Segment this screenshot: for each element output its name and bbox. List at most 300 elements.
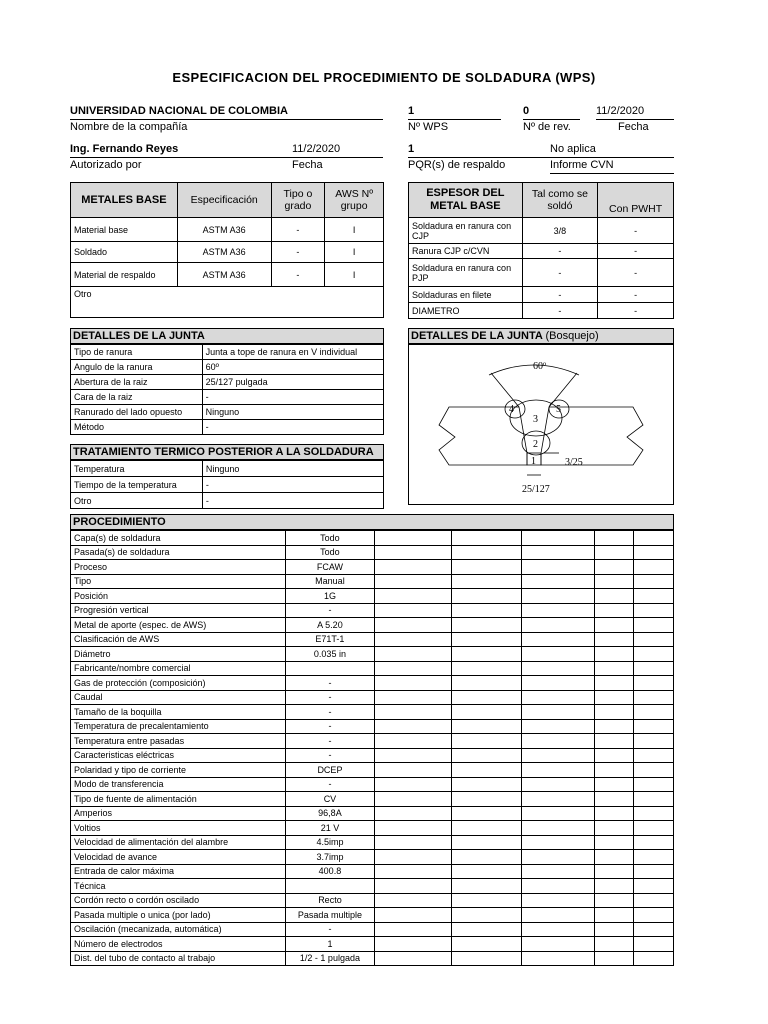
joint-sketch-heading bbox=[408, 328, 674, 344]
procedure-empty-cell bbox=[374, 835, 451, 850]
procedure-empty-cell bbox=[374, 647, 451, 662]
procedure-empty-cell bbox=[595, 676, 634, 691]
procedure-label: Modo de transferencia bbox=[71, 777, 286, 792]
table-row bbox=[71, 531, 674, 546]
procedure-empty-cell bbox=[634, 908, 674, 923]
procedure-empty-cell bbox=[634, 589, 674, 604]
procedure-empty-cell bbox=[634, 632, 674, 647]
table-row bbox=[71, 690, 674, 705]
procedure-empty-cell bbox=[521, 661, 594, 676]
company-underline bbox=[70, 119, 383, 120]
procedure-empty-cell bbox=[595, 632, 634, 647]
procedure-empty-cell bbox=[374, 560, 451, 575]
procedure-empty-cell bbox=[634, 821, 674, 836]
joint-label: Angulo de la ranura bbox=[71, 360, 203, 375]
joint-value: 25/127 pulgada bbox=[202, 375, 383, 390]
procedure-empty-cell bbox=[634, 763, 674, 778]
authorized-by-value: Ing. Fernando Reyes bbox=[70, 143, 179, 155]
procedure-empty-cell bbox=[634, 879, 674, 894]
procedure-empty-cell bbox=[451, 777, 521, 792]
joint-value: - bbox=[202, 420, 383, 435]
thickness-header: ESPESOR DEL METAL BASE bbox=[409, 183, 523, 218]
pqr-label: PQR(s) de respaldo bbox=[408, 159, 506, 171]
pwht-header: Con PWHT bbox=[598, 183, 674, 218]
procedure-label: Polaridad y tipo de corriente bbox=[71, 763, 286, 778]
procedure-empty-cell bbox=[595, 937, 634, 952]
procedure-empty-cell bbox=[634, 618, 674, 633]
procedure-value: A 5.20 bbox=[286, 618, 375, 633]
angle-label: 60º bbox=[533, 361, 547, 372]
procedure-empty-cell bbox=[374, 676, 451, 691]
base-metal-label: Material base bbox=[71, 218, 178, 242]
procedure-value: 96,8A bbox=[286, 806, 375, 821]
table-row bbox=[71, 560, 674, 575]
procedure-label: Gas de protección (composición) bbox=[71, 676, 286, 691]
procedure-empty-cell bbox=[521, 531, 594, 546]
wps-number-label: Nº WPS bbox=[408, 121, 449, 133]
procedure-empty-cell bbox=[521, 835, 594, 850]
procedure-value: 21 V bbox=[286, 821, 375, 836]
table-row bbox=[71, 850, 674, 865]
procedure-empty-cell bbox=[595, 719, 634, 734]
procedure-empty-cell bbox=[634, 560, 674, 575]
procedure-empty-cell bbox=[521, 806, 594, 821]
pqr-value: 1 bbox=[408, 143, 415, 155]
procedure-empty-cell bbox=[374, 792, 451, 807]
date-label: Fecha bbox=[618, 121, 649, 133]
pwht-value: Ninguno bbox=[202, 461, 383, 477]
procedure-empty-cell bbox=[595, 661, 634, 676]
procedure-empty-cell bbox=[451, 879, 521, 894]
table-row bbox=[71, 908, 674, 923]
procedure-label: Velocidad de alimentación del alambre bbox=[71, 835, 286, 850]
procedure-label: Capa(s) de soldadura bbox=[71, 531, 286, 546]
as-welded-header: Tal como se soldó bbox=[522, 183, 598, 218]
pass-1-label: 1 bbox=[531, 456, 536, 467]
procedure-empty-cell bbox=[521, 922, 594, 937]
procedure-empty-cell bbox=[451, 661, 521, 676]
procedure-empty-cell bbox=[634, 647, 674, 662]
procedure-empty-cell bbox=[595, 792, 634, 807]
procedure-label: Posición bbox=[71, 589, 286, 604]
procedure-empty-cell bbox=[634, 864, 674, 879]
procedure-label: Entrada de calor máxima bbox=[71, 864, 286, 879]
thickness-row-label: Ranura CJP c/CVN bbox=[409, 244, 523, 259]
procedure-empty-cell bbox=[634, 835, 674, 850]
pwht-label: Otro bbox=[71, 493, 203, 509]
aws-group-header: AWS Nº grupo bbox=[325, 183, 384, 218]
procedure-empty-cell bbox=[451, 763, 521, 778]
joint-sketch-subtitle: (Bosquejo) bbox=[545, 330, 599, 342]
thickness-table bbox=[408, 182, 674, 319]
procedure-value: Recto bbox=[286, 893, 375, 908]
plate-right bbox=[541, 407, 643, 465]
pass-5-label: 5 bbox=[556, 404, 561, 415]
procedure-label: Pasada multiple o unica (por lado) bbox=[71, 908, 286, 923]
procedure-empty-cell bbox=[374, 574, 451, 589]
procedure-empty-cell bbox=[374, 632, 451, 647]
base-metal-grade: - bbox=[271, 263, 325, 287]
procedure-empty-cell bbox=[521, 603, 594, 618]
base-metal-spec: ASTM A36 bbox=[177, 218, 271, 242]
table-row bbox=[71, 461, 384, 477]
table-row bbox=[409, 218, 674, 244]
pass-2-label: 2 bbox=[533, 439, 538, 450]
table-row bbox=[71, 792, 674, 807]
table-row bbox=[409, 303, 674, 319]
procedure-empty-cell bbox=[451, 937, 521, 952]
table-row bbox=[71, 937, 674, 952]
table-row bbox=[71, 763, 674, 778]
procedure-empty-cell bbox=[595, 545, 634, 560]
base-metals-header: METALES BASE bbox=[71, 183, 178, 218]
bevel-left-line bbox=[491, 373, 519, 407]
joint-value: 60º bbox=[202, 360, 383, 375]
table-row bbox=[71, 360, 384, 375]
joint-value: Junta a tope de ranura en V individual bbox=[202, 345, 383, 360]
procedure-empty-cell bbox=[451, 806, 521, 821]
procedure-empty-cell bbox=[634, 531, 674, 546]
side-dimension-label: 3/25 bbox=[565, 457, 583, 468]
authorized-by-label: Autorizado por bbox=[70, 159, 142, 171]
procedure-empty-cell bbox=[595, 850, 634, 865]
procedure-label: Tipo de fuente de alimentación bbox=[71, 792, 286, 807]
procedure-empty-cell bbox=[451, 618, 521, 633]
authorized-date-value: 11/2/2020 bbox=[292, 143, 341, 155]
procedure-empty-cell bbox=[374, 850, 451, 865]
table-row bbox=[71, 705, 674, 720]
procedure-empty-cell bbox=[521, 734, 594, 749]
pqr-underline bbox=[408, 157, 674, 158]
joint-value: - bbox=[202, 390, 383, 405]
table-row bbox=[71, 661, 674, 676]
joint-label: Cara de la raiz bbox=[71, 390, 203, 405]
procedure-empty-cell bbox=[634, 676, 674, 691]
procedure-value: - bbox=[286, 777, 375, 792]
thickness-pwht: - bbox=[598, 218, 674, 244]
thickness-row-label: Soldadura en ranura con CJP bbox=[409, 218, 523, 244]
thickness-row-label: Soldadura en ranura con PJP bbox=[409, 259, 523, 287]
procedure-label: Caudal bbox=[71, 690, 286, 705]
procedure-empty-cell bbox=[374, 864, 451, 879]
joint-label: Método bbox=[71, 420, 203, 435]
procedure-empty-cell bbox=[374, 618, 451, 633]
procedure-value: Manual bbox=[286, 574, 375, 589]
root-dimension-label: 25/127 bbox=[522, 484, 550, 495]
procedure-table bbox=[70, 530, 674, 966]
procedure-empty-cell bbox=[374, 531, 451, 546]
procedure-empty-cell bbox=[451, 574, 521, 589]
table-row bbox=[71, 777, 674, 792]
procedure-value: DCEP bbox=[286, 763, 375, 778]
procedure-empty-cell bbox=[634, 705, 674, 720]
procedure-empty-cell bbox=[634, 937, 674, 952]
table-row bbox=[71, 589, 674, 604]
thickness-as-welded: - bbox=[522, 259, 598, 287]
procedure-label: Progresión vertical bbox=[71, 603, 286, 618]
procedure-empty-cell bbox=[521, 908, 594, 923]
pwht-table bbox=[70, 460, 384, 509]
procedure-empty-cell bbox=[634, 893, 674, 908]
revision-value: 0 bbox=[523, 105, 530, 117]
table-row bbox=[71, 493, 384, 509]
procedure-empty-cell bbox=[595, 893, 634, 908]
table-row bbox=[71, 287, 384, 318]
table-row bbox=[71, 806, 674, 821]
procedure-empty-cell bbox=[595, 806, 634, 821]
procedure-empty-cell bbox=[374, 763, 451, 778]
base-metal-other-label: Otro bbox=[71, 287, 384, 318]
procedure-value: - bbox=[286, 690, 375, 705]
procedure-empty-cell bbox=[451, 560, 521, 575]
thickness-as-welded: - bbox=[522, 244, 598, 259]
procedure-value: 400.8 bbox=[286, 864, 375, 879]
procedure-empty-cell bbox=[374, 603, 451, 618]
procedure-empty-cell bbox=[521, 647, 594, 662]
procedure-empty-cell bbox=[374, 545, 451, 560]
procedure-empty-cell bbox=[595, 734, 634, 749]
table-row bbox=[71, 647, 674, 662]
table-row bbox=[71, 545, 674, 560]
procedure-value: E71T-1 bbox=[286, 632, 375, 647]
procedure-empty-cell bbox=[634, 734, 674, 749]
procedure-empty-cell bbox=[451, 748, 521, 763]
procedure-empty-cell bbox=[521, 705, 594, 720]
procedure-empty-cell bbox=[374, 705, 451, 720]
company-name-value: UNIVERSIDAD NACIONAL DE COLOMBIA bbox=[70, 105, 288, 117]
procedure-empty-cell bbox=[521, 676, 594, 691]
procedure-empty-cell bbox=[634, 792, 674, 807]
procedure-label: Fabricante/nombre comercial bbox=[71, 661, 286, 676]
procedure-empty-cell bbox=[451, 647, 521, 662]
procedure-empty-cell bbox=[451, 864, 521, 879]
table-row bbox=[71, 242, 384, 263]
procedure-empty-cell bbox=[451, 705, 521, 720]
procedure-empty-cell bbox=[521, 893, 594, 908]
procedure-label: Metal de aporte (espec. de AWS) bbox=[71, 618, 286, 633]
procedure-empty-cell bbox=[374, 719, 451, 734]
wps-number-value: 1 bbox=[408, 105, 415, 117]
procedure-empty-cell bbox=[595, 777, 634, 792]
table-row bbox=[71, 390, 384, 405]
procedure-value: - bbox=[286, 719, 375, 734]
table-row bbox=[409, 244, 674, 259]
procedure-empty-cell bbox=[521, 792, 594, 807]
procedure-empty-cell bbox=[451, 545, 521, 560]
procedure-empty-cell bbox=[521, 589, 594, 604]
base-metal-group: I bbox=[325, 263, 384, 287]
revision-underline bbox=[523, 119, 580, 120]
date-value: 11/2/2020 bbox=[596, 105, 645, 117]
pwht-heading: TRATAMIENTO TERMICO POSTERIOR A LA SOLDADURA bbox=[70, 444, 384, 460]
grade-header: Tipo o grado bbox=[271, 183, 325, 218]
table-row bbox=[71, 879, 674, 894]
specification-header: Especificación bbox=[177, 183, 271, 218]
procedure-empty-cell bbox=[521, 748, 594, 763]
joint-label: Tipo de ranura bbox=[71, 345, 203, 360]
procedure-value: - bbox=[286, 705, 375, 720]
table-row bbox=[409, 287, 674, 303]
procedure-empty-cell bbox=[451, 603, 521, 618]
thickness-as-welded: - bbox=[522, 287, 598, 303]
authorized-date-label: Fecha bbox=[292, 159, 323, 171]
procedure-label: Tipo bbox=[71, 574, 286, 589]
table-row bbox=[71, 420, 384, 435]
plate-left bbox=[439, 407, 527, 465]
procedure-value: CV bbox=[286, 792, 375, 807]
procedure-empty-cell bbox=[595, 864, 634, 879]
joint-sketch-title: DETALLES DE LA JUNTA bbox=[411, 330, 543, 342]
procedure-value: FCAW bbox=[286, 560, 375, 575]
procedure-empty-cell bbox=[451, 531, 521, 546]
procedure-empty-cell bbox=[374, 922, 451, 937]
procedure-empty-cell bbox=[595, 705, 634, 720]
procedure-value: - bbox=[286, 922, 375, 937]
procedure-empty-cell bbox=[521, 632, 594, 647]
procedure-label: Velocidad de avance bbox=[71, 850, 286, 865]
procedure-label: Proceso bbox=[71, 560, 286, 575]
date-underline bbox=[596, 119, 674, 120]
table-row bbox=[71, 734, 674, 749]
table-row bbox=[71, 263, 384, 287]
thickness-row-label: DIAMETRO bbox=[409, 303, 523, 319]
procedure-empty-cell bbox=[595, 951, 634, 966]
procedure-empty-cell bbox=[595, 821, 634, 836]
table-row bbox=[71, 603, 674, 618]
procedure-empty-cell bbox=[521, 763, 594, 778]
procedure-empty-cell bbox=[634, 545, 674, 560]
procedure-empty-cell bbox=[521, 574, 594, 589]
procedure-empty-cell bbox=[634, 661, 674, 676]
procedure-empty-cell bbox=[634, 806, 674, 821]
base-metal-label: Material de respaldo bbox=[71, 263, 178, 287]
pass-3-label: 3 bbox=[533, 414, 538, 425]
procedure-empty-cell bbox=[521, 821, 594, 836]
procedure-label: Tamaño de la boquilla bbox=[71, 705, 286, 720]
procedure-empty-cell bbox=[374, 806, 451, 821]
procedure-value: 1/2 - 1 pulgada bbox=[286, 951, 375, 966]
table-row bbox=[71, 632, 674, 647]
procedure-empty-cell bbox=[374, 893, 451, 908]
procedure-value: Todo bbox=[286, 531, 375, 546]
joint-details-heading: DETALLES DE LA JUNTA bbox=[70, 328, 384, 344]
procedure-empty-cell bbox=[595, 763, 634, 778]
procedure-empty-cell bbox=[451, 632, 521, 647]
procedure-value: - bbox=[286, 734, 375, 749]
procedure-label: Dist. del tubo de contacto al trabajo bbox=[71, 951, 286, 966]
pass-4-label: 4 bbox=[509, 404, 514, 415]
procedure-value bbox=[286, 879, 375, 894]
procedure-value: - bbox=[286, 676, 375, 691]
procedure-empty-cell bbox=[521, 690, 594, 705]
thickness-pwht: - bbox=[598, 287, 674, 303]
pwht-value: - bbox=[202, 493, 383, 509]
procedure-label: Voltios bbox=[71, 821, 286, 836]
procedure-value: - bbox=[286, 603, 375, 618]
thickness-pwht: - bbox=[598, 303, 674, 319]
company-name-label: Nombre de la compañía bbox=[70, 121, 188, 133]
table-row bbox=[71, 951, 674, 966]
procedure-empty-cell bbox=[451, 719, 521, 734]
pwht-label: Temperatura bbox=[71, 461, 203, 477]
procedure-empty-cell bbox=[595, 748, 634, 763]
procedure-empty-cell bbox=[521, 864, 594, 879]
procedure-empty-cell bbox=[374, 879, 451, 894]
procedure-empty-cell bbox=[595, 574, 634, 589]
base-metal-grade: - bbox=[271, 218, 325, 242]
procedure-empty-cell bbox=[374, 951, 451, 966]
procedure-empty-cell bbox=[595, 589, 634, 604]
procedure-empty-cell bbox=[634, 777, 674, 792]
document-title: ESPECIFICACION DEL PROCEDIMIENTO DE SOLDADURA (WPS) bbox=[172, 70, 596, 85]
table-row bbox=[71, 218, 384, 242]
thickness-row-label: Soldaduras en filete bbox=[409, 287, 523, 303]
procedure-label: Técnica bbox=[71, 879, 286, 894]
procedure-value bbox=[286, 661, 375, 676]
joint-value: Ninguno bbox=[202, 405, 383, 420]
procedure-empty-cell bbox=[521, 951, 594, 966]
procedure-empty-cell bbox=[451, 676, 521, 691]
weld-joint-sketch bbox=[409, 345, 673, 504]
thickness-pwht: - bbox=[598, 244, 674, 259]
procedure-empty-cell bbox=[521, 937, 594, 952]
procedure-empty-cell bbox=[521, 618, 594, 633]
procedure-empty-cell bbox=[634, 951, 674, 966]
procedure-empty-cell bbox=[521, 560, 594, 575]
procedure-empty-cell bbox=[595, 922, 634, 937]
procedure-empty-cell bbox=[451, 589, 521, 604]
revision-label: Nº de rev. bbox=[523, 121, 571, 133]
procedure-value: - bbox=[286, 748, 375, 763]
table-row bbox=[71, 345, 384, 360]
cvn-label: Informe CVN bbox=[550, 159, 614, 171]
procedure-empty-cell bbox=[521, 850, 594, 865]
table-row bbox=[71, 922, 674, 937]
procedure-empty-cell bbox=[595, 690, 634, 705]
procedure-label: Clasificación de AWS bbox=[71, 632, 286, 647]
base-metal-group: I bbox=[325, 218, 384, 242]
procedure-empty-cell bbox=[451, 850, 521, 865]
procedure-empty-cell bbox=[374, 908, 451, 923]
procedure-empty-cell bbox=[451, 951, 521, 966]
procedure-empty-cell bbox=[451, 893, 521, 908]
procedure-empty-cell bbox=[374, 748, 451, 763]
procedure-value: 0.035 in bbox=[286, 647, 375, 662]
procedure-empty-cell bbox=[634, 574, 674, 589]
thickness-pwht: - bbox=[598, 259, 674, 287]
table-row bbox=[71, 821, 674, 836]
procedure-empty-cell bbox=[451, 690, 521, 705]
procedure-label: Diámetro bbox=[71, 647, 286, 662]
procedure-value: 4.5imp bbox=[286, 835, 375, 850]
cvn-underline bbox=[550, 173, 674, 174]
procedure-label: Temperatura entre pasadas bbox=[71, 734, 286, 749]
table-row bbox=[71, 375, 384, 390]
procedure-empty-cell bbox=[374, 690, 451, 705]
procedure-empty-cell bbox=[451, 792, 521, 807]
procedure-empty-cell bbox=[634, 603, 674, 618]
table-row bbox=[409, 259, 674, 287]
table-row bbox=[71, 574, 674, 589]
table-row bbox=[71, 748, 674, 763]
base-metal-spec: ASTM A36 bbox=[177, 242, 271, 263]
procedure-empty-cell bbox=[451, 835, 521, 850]
procedure-empty-cell bbox=[595, 647, 634, 662]
procedure-label: Oscilación (mecanizada, automática) bbox=[71, 922, 286, 937]
wps-underline bbox=[408, 119, 501, 120]
procedure-value: Pasada multiple bbox=[286, 908, 375, 923]
procedure-empty-cell bbox=[374, 777, 451, 792]
